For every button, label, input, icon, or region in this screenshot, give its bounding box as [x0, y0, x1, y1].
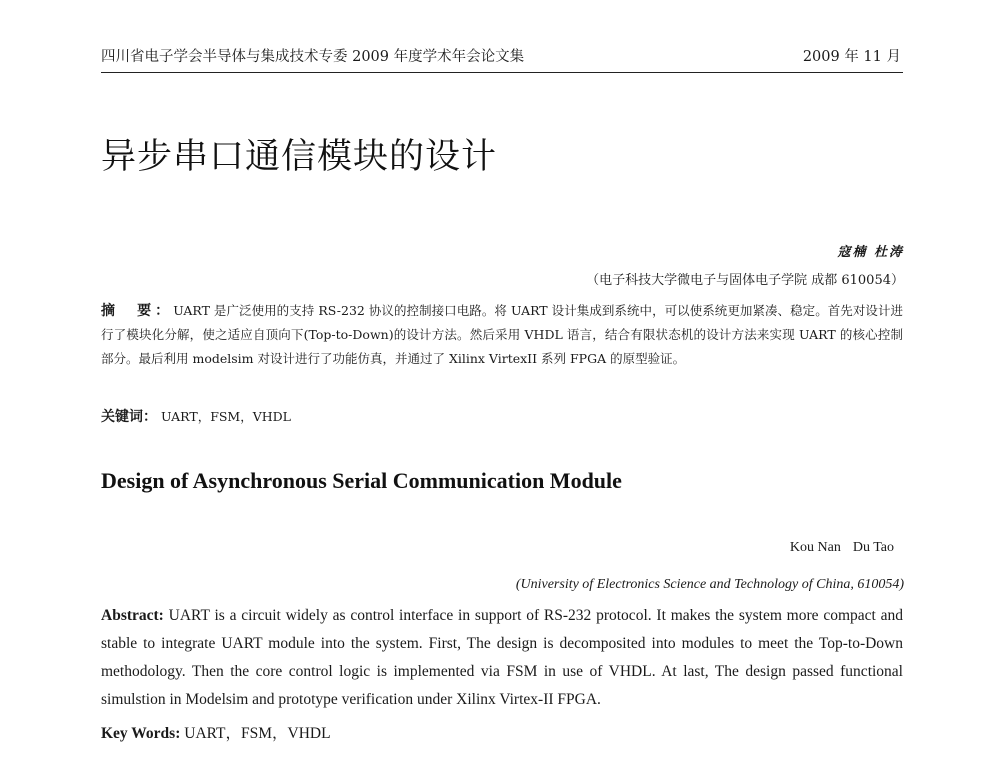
chinese-keywords-text: UART，FSM，VHDL [160, 409, 291, 424]
english-affiliation: (University of Electronics Science and Technology of China, 610054) [515, 577, 904, 592]
english-authors [790, 540, 894, 556]
english-abstract-label: Abstract: [101, 607, 164, 624]
english-abstract-text: UART is a circuit widely as control interface in support of RS-232 protocol. It makes the system more compact and stable to integrate UART module into the system. First, The design is decomposited into modules to meet the Top-to-Down methodology. Then the core control logic is implemented via FSM in use of VHDL. At last, The design passed functional simulstion in Modelsim and prototype verification under Xilinx Virtex-II FPGA. [101, 607, 904, 708]
running-header [101, 46, 903, 73]
chinese-authors: 寇楠 杜涛 [837, 245, 904, 260]
english-abstract [101, 602, 903, 714]
publication-date: 2009 年 11 月 [802, 49, 901, 65]
chinese-abstract-label: 摘 要： [101, 303, 174, 319]
chinese-title: 异步串口通信模块的设计 [101, 137, 498, 177]
english-author-2: Du Tao [852, 540, 894, 555]
english-keywords-text: UART，FSM，VHDL [184, 725, 331, 742]
chinese-abstract [101, 299, 903, 371]
english-title: Design of Asynchronous Serial Communication Module [101, 468, 622, 493]
english-keywords [101, 721, 331, 747]
chinese-keywords-label: 关键词： [101, 409, 157, 425]
journal-title: 四川省电子学会半导体与集成技术专委 2009 年度学术年会论文集 [101, 49, 525, 65]
chinese-abstract-text: UART 是广泛使用的支持 RS-232 协议的控制接口电路。将 UART 设计集成到系统中，可以使系统更加紧凑、稳定。首先对设计进行了模块化分解，使之适应自顶向下(Top-to-Down)的设计方法。然后采用 VHDL 语言，结合有限状态机的设计方法来实现 UART 的核心控制部分。最后利用 modelsim 对设计进行了功能仿真，并通过了 Xilinx VirtexII 系列 FPGA 的原型验证。 [101, 303, 903, 366]
english-author-1: Kou Nan [789, 540, 841, 555]
chinese-keywords [101, 405, 291, 429]
chinese-affiliation: （电子科技大学微电子与固体电子学院 成都 610054） [586, 273, 904, 288]
english-keywords-label: Key Words: [101, 725, 181, 742]
